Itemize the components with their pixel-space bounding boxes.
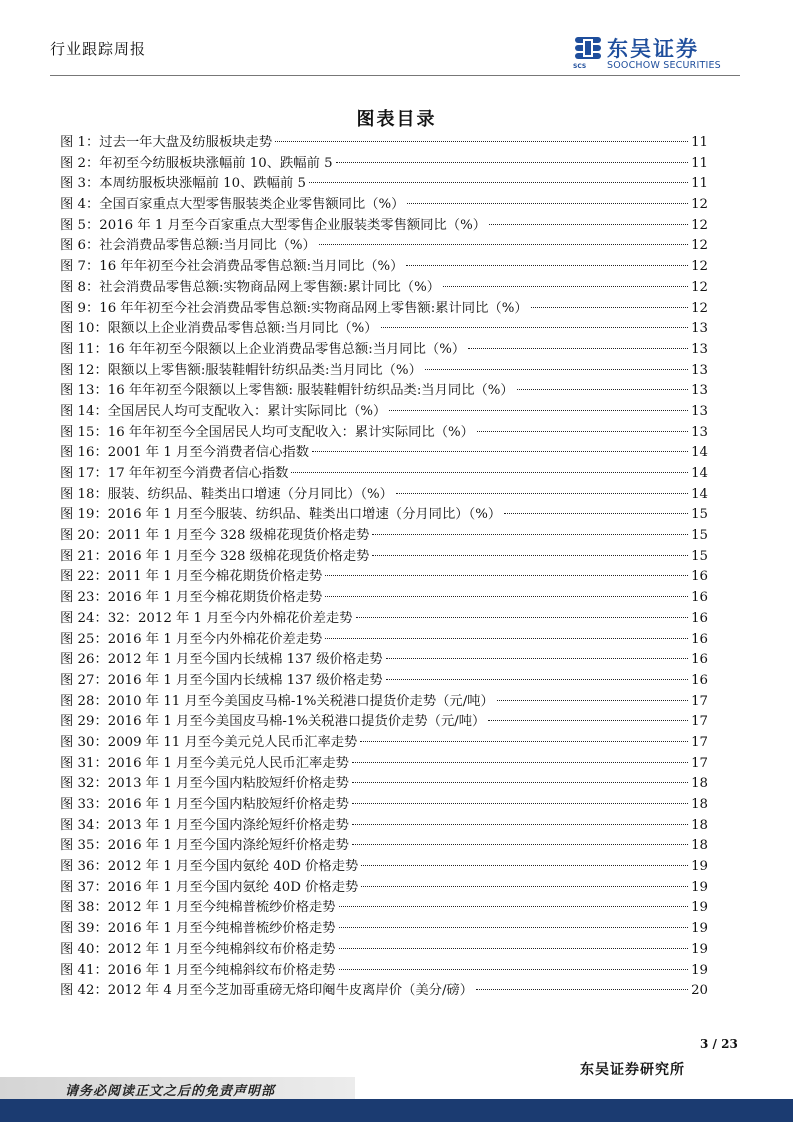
toc-entry-page: 18 [691, 838, 708, 854]
toc-entry-page: 17 [691, 693, 708, 709]
toc-leader-dots [386, 679, 688, 680]
disclaimer-text: 请务必阅读正文之后的免责声明部 [65, 1084, 276, 1099]
toc-entry[interactable] [60, 857, 708, 878]
toc-entry-page: 14 [691, 486, 708, 502]
toc-entry[interactable] [60, 402, 708, 423]
toc-entry-page: 19 [691, 859, 708, 875]
toc-entry-page: 19 [691, 921, 708, 937]
table-of-figures [60, 133, 708, 1002]
toc-entry[interactable] [60, 588, 708, 609]
toc-entry-page: 13 [691, 321, 708, 337]
toc-leader-dots [352, 824, 688, 825]
toc-leader-dots [275, 141, 688, 142]
toc-entry-label: 图 23：2016 年 1 月至今棉花期货价格走势 [60, 590, 323, 606]
toc-entry-label: 图 22：2011 年 1 月至今棉花期货价格走势 [60, 569, 323, 585]
toc-leader-dots [325, 596, 688, 597]
toc-entry[interactable] [60, 133, 708, 154]
toc-entry[interactable] [60, 919, 708, 940]
toc-entry[interactable] [60, 795, 708, 816]
toc-leader-dots [325, 575, 688, 576]
toc-entry-page: 18 [691, 797, 708, 812]
toc-entry-page: 11 [691, 155, 708, 171]
toc-entry-label: 图 31：2016 年 1 月至今美元兑人民币汇率走势 [60, 755, 349, 771]
toc-entry[interactable] [60, 940, 708, 961]
toc-entry[interactable] [60, 174, 708, 195]
toc-leader-dots [352, 762, 688, 763]
toc-entry[interactable] [60, 898, 708, 919]
toc-leader-dots [339, 927, 688, 928]
toc-entry-label: 图 41：2016 年 1 月至今纯棉斜纹布价格走势 [60, 962, 336, 978]
toc-entry-page: 19 [691, 879, 708, 895]
toc-entry-label: 图 39：2016 年 1 月至今纯棉普梳纱价格走势 [60, 921, 336, 937]
toc-leader-dots [476, 989, 688, 990]
toc-leader-dots [477, 431, 688, 432]
toc-entry[interactable] [60, 981, 708, 1002]
toc-leader-dots [407, 203, 688, 204]
toc-entry[interactable] [60, 236, 708, 257]
toc-leader-dots [497, 700, 688, 701]
toc-entry-label: 图 11：16 年年初至今限额以上企业消费品零售总额:当月同比（%） [60, 341, 466, 357]
toc-entry[interactable] [60, 547, 708, 568]
toc-leader-dots [381, 327, 689, 328]
toc-entry-label: 图 30：2009 年 11 月至今美元兑人民币汇率走势 [60, 734, 358, 750]
toc-leader-dots [396, 493, 688, 494]
toc-entry-page: 18 [691, 776, 708, 792]
toc-entry-page: 18 [691, 817, 708, 833]
company-logo [573, 33, 738, 73]
toc-entry-label: 图 28：2010 年 11 月至今美国皮马棉-1%关税港口提货价走势（元/吨） [60, 693, 494, 709]
toc-entry-page: 13 [691, 403, 708, 419]
toc-entry-page: 17 [691, 734, 708, 750]
toc-entry[interactable] [60, 774, 708, 795]
toc-entry[interactable] [60, 278, 708, 299]
toc-entry-page: 12 [691, 259, 708, 275]
disclaimer-banner [0, 1077, 355, 1099]
toc-leader-dots [468, 348, 688, 349]
toc-entry-label: 图 9：16 年年初至今社会消费品零售总额:实物商品网上零售额:累计同比（%） [60, 300, 528, 316]
toc-entry-label: 图 21：2016 年 1 月至今 328 级棉花现货价格走势 [60, 548, 370, 564]
toc-entry-page: 12 [691, 300, 708, 316]
toc-entry-page: 20 [691, 983, 708, 999]
toc-leader-dots [352, 782, 688, 783]
toc-leader-dots [336, 162, 689, 163]
toc-entry-label: 图 7：16 年年初至今社会消费品零售总额:当月同比（%） [60, 259, 404, 275]
toc-leader-dots [312, 451, 688, 452]
toc-entry[interactable] [60, 526, 708, 547]
toc-entry-page: 16 [691, 590, 708, 606]
toc-entry[interactable] [60, 464, 708, 485]
toc-entry-page: 11 [691, 135, 708, 150]
toc-leader-dots [352, 844, 688, 845]
toc-entry[interactable] [60, 216, 708, 237]
toc-entry-page: 13 [691, 383, 708, 399]
toc-entry[interactable] [60, 609, 708, 630]
toc-entry-label: 图 2：年初至今纺服板块涨幅前 10、跌幅前 5 [60, 155, 333, 171]
toc-entry-page: 14 [691, 445, 708, 461]
toc-entry-label: 图 18：服装、纺织品、鞋类出口增速（分月同比）（%） [60, 486, 393, 502]
section-tag: 行业跟踪周报 [50, 40, 147, 58]
toc-entry[interactable] [60, 650, 708, 671]
toc-entry[interactable] [60, 340, 708, 361]
toc-entry[interactable] [60, 361, 708, 382]
toc-entry[interactable] [60, 485, 708, 506]
logo-abbr: SCS [573, 63, 587, 70]
toc-leader-dots [372, 534, 688, 535]
toc-entry-label: 图 35：2016 年 1 月至今国内涤纶短纤价格走势 [60, 838, 349, 854]
toc-entry-label: 图 27：2016 年 1 月至今国内长绒棉 137 级价格走势 [60, 672, 383, 688]
toc-entry-label: 图 24：32：2012 年 1 月至今内外棉花价差走势 [60, 610, 353, 626]
toc-entry[interactable] [60, 195, 708, 216]
toc-leader-dots [356, 617, 689, 618]
toc-leader-dots [339, 969, 688, 970]
toc-entry[interactable] [60, 381, 708, 402]
toc-entry-label: 图 40：2012 年 1 月至今纯棉斜纹布价格走势 [60, 941, 336, 957]
toc-entry[interactable] [60, 567, 708, 588]
toc-leader-dots [361, 865, 688, 866]
toc-entry-page: 19 [691, 962, 708, 978]
toc-entry[interactable] [60, 257, 708, 278]
toc-entry[interactable] [60, 836, 708, 857]
toc-entry[interactable] [60, 154, 708, 175]
toc-entry[interactable] [60, 692, 708, 713]
toc-entry-page: 12 [691, 238, 708, 254]
toc-entry[interactable] [60, 878, 708, 899]
toc-leader-dots [406, 265, 688, 266]
toc-entry-page: 17 [691, 755, 708, 771]
toc-entry-label: 图 38：2012 年 1 月至今纯棉普梳纱价格走势 [60, 900, 336, 916]
toc-entry-label: 图 37：2016 年 1 月至今国内氨纶 40D 价格走势 [60, 879, 359, 895]
toc-entry-label: 图 12：限额以上零售额:服装鞋帽针纺织品类:当月同比（%） [60, 362, 422, 378]
toc-entry-label: 图 17：17 年年初至今消费者信心指数 [60, 466, 289, 481]
toc-entry-label: 图 16：2001 年 1 月至今消费者信心指数 [60, 445, 309, 461]
toc-entry[interactable] [60, 816, 708, 837]
toc-entry-page: 16 [691, 631, 708, 647]
toc-entry[interactable] [60, 443, 708, 464]
toc-leader-dots [361, 886, 688, 887]
toc-leader-dots [339, 906, 688, 907]
toc-entry-page: 19 [691, 941, 708, 957]
toc-leader-dots [352, 803, 688, 804]
toc-entry-page: 16 [691, 672, 708, 688]
toc-entry-page: 12 [691, 217, 708, 233]
toc-entry-page: 13 [691, 424, 708, 440]
toc-entry-label: 图 25：2016 年 1 月至今内外棉花价差走势 [60, 631, 323, 647]
toc-leader-dots [360, 741, 688, 742]
toc-entry-page: 11 [691, 176, 708, 192]
toc-leader-dots [386, 658, 688, 659]
toc-leader-dots [339, 948, 688, 949]
toc-entry-label: 图 3：本周纺服板块涨幅前 10、跌幅前 5 [60, 176, 306, 192]
toc-entry-page: 15 [691, 548, 708, 564]
toc-entry[interactable] [60, 423, 708, 444]
toc-entry[interactable] [60, 299, 708, 320]
toc-entry[interactable] [60, 630, 708, 651]
toc-entry-label: 图 8：社会消费品零售总额:实物商品网上零售额:累计同比（%） [60, 279, 440, 295]
toc-entry-label: 图 15：16 年年初至今全国居民人均可支配收入：累计实际同比（%） [60, 424, 474, 440]
toc-entry[interactable] [60, 505, 708, 526]
toc-entry-label: 图 4：全国百家重点大型零售服装类企业零售额同比（%） [60, 197, 405, 213]
toc-entry-label: 图 6：社会消费品零售总额:当月同比（%） [60, 238, 316, 254]
toc-leader-dots [517, 389, 688, 390]
toc-entry-label: 图 13：16 年年初至今限额以上零售额: 服装鞋帽针纺织品类:当月同比（%） [60, 383, 514, 399]
toc-entry-page: 15 [691, 528, 708, 544]
toc-entry-label: 图 1：过去一年大盘及纺服板块走势 [60, 135, 273, 150]
toc-leader-dots [319, 244, 688, 245]
toc-entry-label: 图 5：2016 年 1 月至今百家重点大型零售企业服装类零售额同比（%） [60, 217, 487, 233]
toc-entry-page: 12 [691, 279, 708, 295]
toc-leader-dots [488, 720, 688, 721]
toc-entry-label: 图 26：2012 年 1 月至今国内长绒棉 137 级价格走势 [60, 652, 383, 668]
toc-entry-page: 17 [691, 714, 708, 730]
toc-entry[interactable] [60, 733, 708, 754]
toc-entry-label: 图 36：2012 年 1 月至今国内氨纶 40D 价格走势 [60, 859, 359, 875]
header-divider [50, 75, 740, 76]
toc-leader-dots [531, 307, 688, 308]
toc-entry-label: 图 19：2016 年 1 月至今服装、纺织品、鞋类出口增速（分月同比）（%） [60, 507, 502, 523]
toc-entry[interactable] [60, 319, 708, 340]
toc-leader-dots [291, 472, 688, 473]
toc-entry-label: 图 34：2013 年 1 月至今国内涤纶短纤价格走势 [60, 817, 349, 833]
logo-english-name: SOOCHOW SECURITIES [607, 60, 721, 71]
toc-entry-label: 图 20：2011 年 1 月至今 328 级棉花现货价格走势 [60, 528, 370, 544]
toc-entry-page: 15 [691, 507, 708, 523]
toc-leader-dots [372, 555, 688, 556]
footer-bar [0, 1099, 793, 1122]
toc-entry-label: 图 29：2016 年 1 月至今美国皮马棉-1%关税港口提货价走势（元/吨） [60, 714, 486, 730]
toc-entry[interactable] [60, 712, 708, 733]
toc-entry-page: 13 [691, 362, 708, 378]
toc-entry-page: 13 [691, 341, 708, 357]
toc-leader-dots [389, 410, 688, 411]
toc-entry-page: 16 [691, 610, 708, 626]
toc-leader-dots [309, 182, 688, 183]
toc-entry-label: 图 42：2012 年 4 月至今芝加哥重磅无烙印阉牛皮离岸价（美分/磅） [60, 983, 474, 999]
toc-entry[interactable] [60, 961, 708, 982]
toc-leader-dots [325, 638, 688, 639]
toc-entry-page: 16 [691, 652, 708, 668]
toc-entry-label: 图 32：2013 年 1 月至今国内粘胶短纤价格走势 [60, 776, 349, 792]
toc-entry-label: 图 33：2016 年 1 月至今国内粘胶短纤价格走势 [60, 797, 349, 812]
toc-entry[interactable] [60, 754, 708, 775]
toc-entry-page: 12 [691, 197, 708, 213]
toc-entry-label: 图 14：全国居民人均可支配收入：累计实际同比（%） [60, 403, 387, 419]
toc-leader-dots [425, 369, 688, 370]
institute-name: 东吴证券研究所 [580, 1062, 685, 1078]
page-number: 3 / 23 [700, 1037, 738, 1051]
logo-mark-icon [573, 33, 603, 63]
page-title: 图表目录 [356, 109, 437, 130]
toc-entry-page: 14 [691, 466, 708, 481]
toc-leader-dots [504, 513, 688, 514]
toc-entry-page: 19 [691, 900, 708, 916]
toc-leader-dots [443, 286, 688, 287]
logo-chinese-name: 东吴证券 [607, 37, 699, 61]
toc-leader-dots [489, 224, 688, 225]
toc-entry-label: 图 10：限额以上企业消费品零售总额:当月同比（%） [60, 321, 378, 337]
toc-entry-page: 16 [691, 569, 708, 585]
toc-entry[interactable] [60, 671, 708, 692]
